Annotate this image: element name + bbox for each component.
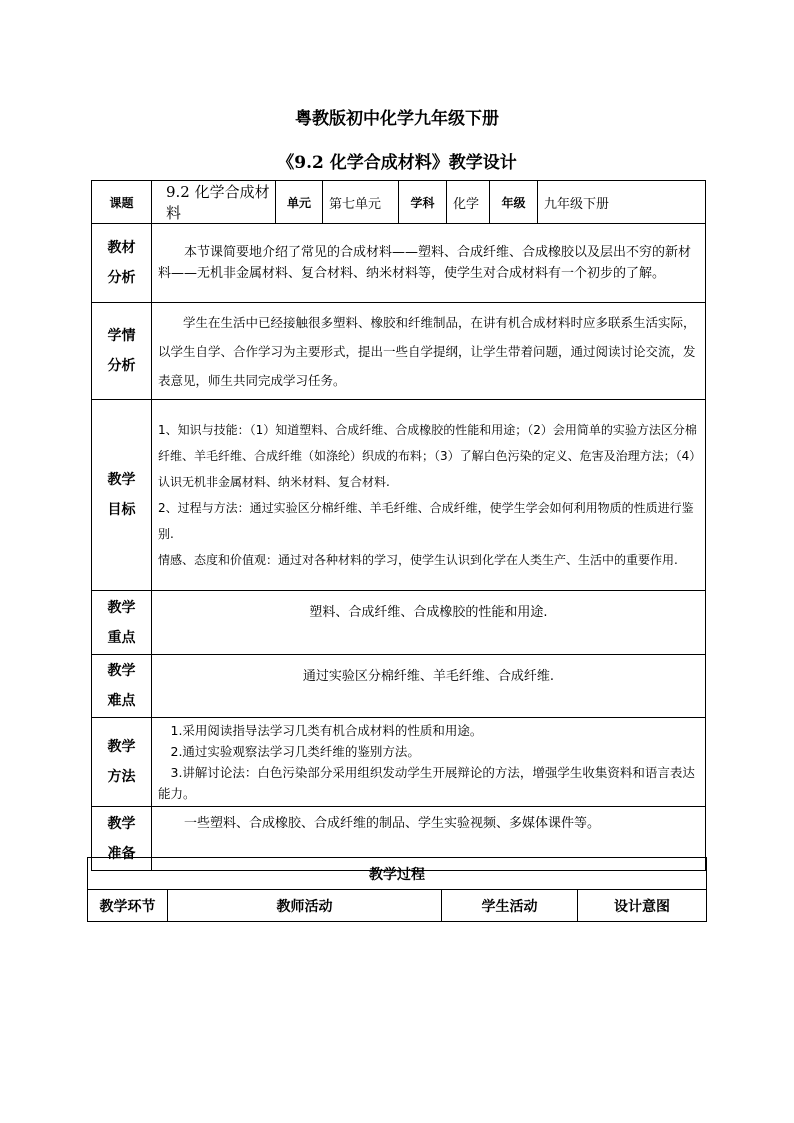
- teaching-goals-label: 教学 目标: [92, 400, 152, 591]
- subject-value: 化学: [447, 181, 490, 224]
- material-analysis-text: 本节课简要地介绍了常见的合成材料——塑料、合成纤维、合成橡胶以及层出不穷的新材料——无机非金属材料、复合材料、纳米材料等，使学生对合成材料有一个初步的了解。: [152, 224, 706, 303]
- topic-label: 课题: [92, 181, 152, 224]
- process-header-row: [88, 890, 707, 922]
- method-item-1: 1.采用阅读指导法学习几类有机合成材料的性质和用途。: [170, 723, 483, 738]
- teaching-goals-row: [92, 400, 706, 591]
- subject-label: 学科: [399, 181, 447, 224]
- key-points-text: 塑料、合成纤维、合成橡胶的性能和用途.: [152, 591, 706, 655]
- unit-label: 单元: [276, 181, 323, 224]
- key-points-label: 教学 重点: [92, 591, 152, 655]
- teaching-goals-text: [152, 400, 706, 591]
- header-teacher: 教师活动: [168, 890, 442, 922]
- teaching-method-row: [92, 718, 706, 807]
- document-title: 粤教版初中化学九年级下册: [295, 109, 499, 129]
- header-stage: 教学环节: [88, 890, 168, 922]
- teaching-method-label: 教学 方法: [92, 718, 152, 807]
- info-row: [92, 181, 706, 224]
- topic-value: 9.2 化学合成材料: [152, 181, 276, 224]
- material-analysis-label: 教材 分析: [92, 224, 152, 303]
- goal-attitude: 情感、态度和价值观：通过对各种材料的学习，使学生认识到化学在人类生产、生活中的重要作用.: [158, 553, 678, 567]
- method-item-3: 3.讲解讨论法：白色污染部分采用组织发动学生开展辩论的方法，增强学生收集资料和语言表达能力。: [158, 765, 695, 801]
- header-student: 学生活动: [442, 890, 578, 922]
- goal-knowledge: 1、知识与技能：（1）知道塑料、合成纤维、合成橡胶的性能和用途；（2）会用简单的实验方法区分棉纤维、羊毛纤维、合成纤维（如涤纶）织成的布料；（3）了解白色污染的定义、危害及治理方法；（4）认识无机非金属材料、纳米材料、复合材料.: [158, 423, 697, 489]
- lesson-info-table: [91, 180, 706, 871]
- grade-label: 年级: [490, 181, 538, 224]
- process-title: 教学过程: [88, 858, 707, 890]
- key-points-row: [92, 591, 706, 655]
- header-intent: 设计意图: [578, 890, 707, 922]
- difficulty-row: [92, 655, 706, 718]
- grade-value: 九年级下册: [538, 181, 706, 224]
- teaching-process-table: [87, 857, 707, 922]
- document-subtitle: 《9.2 化学合成材料》教学设计: [277, 153, 517, 173]
- student-analysis-row: [92, 303, 706, 400]
- preparation-text: 一些塑料、合成橡胶、合成纤维的制品、学生实验视频、多媒体课件等。: [152, 807, 706, 871]
- difficulty-text: 通过实验区分棉纤维、羊毛纤维、合成纤维.: [152, 655, 706, 718]
- student-analysis-label: 学情 分析: [92, 303, 152, 400]
- method-item-2: 2.通过实验观察法学习几类纤维的鉴别方法。: [170, 744, 420, 759]
- preparation-label: 教学 准备: [92, 807, 152, 871]
- unit-value: 第七单元: [323, 181, 399, 224]
- difficulty-label: 教学 难点: [92, 655, 152, 718]
- goal-process: 2、过程与方法：通过实验区分棉纤维、羊毛纤维、合成纤维，使学生学会如何利用物质的性质进行鉴别.: [158, 501, 694, 541]
- teaching-method-text: [152, 718, 706, 807]
- student-analysis-text: 学生在生活中已经接触很多塑料、橡胶和纤维制品，在讲有机合成材料时应多联系生活实际，以学生自学、合作学习为主要形式，提出一些自学提纲，让学生带着问题，通过阅读讨论交流，发表意见，师生共同完成学习任务。: [152, 303, 706, 400]
- material-analysis-row: [92, 224, 706, 303]
